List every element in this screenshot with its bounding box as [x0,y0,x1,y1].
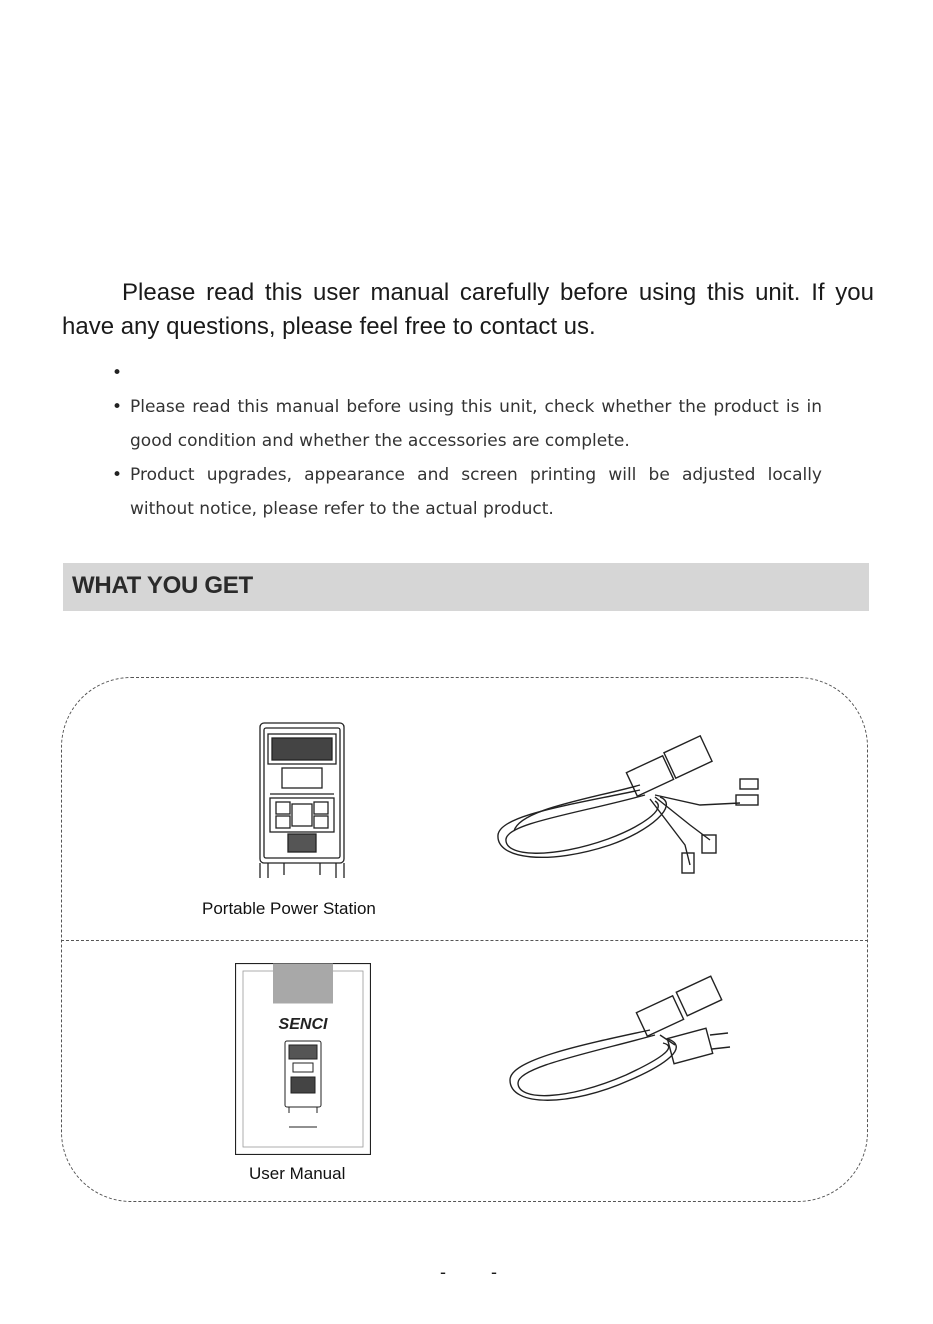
intro-paragraph: Please read this user manual carefully before using this unit. If you have any questions, please feel free to contact us. [62,279,874,340]
user-manual-image [235,963,371,1155]
section-title: WHAT YOU GET [72,572,253,599]
notice-list [112,356,822,526]
package-divider [61,940,868,941]
solar-cable-image [490,735,780,880]
notice-item: • Product upgrades, appearance and screen printing will be adjusted locally without notice, please refer to the actual product. [112,458,822,526]
notice-item [112,356,822,390]
notice-item: • Please read this manual before using this unit, check whether the product is in good condition and whether the accessories are complete. [112,390,822,458]
ac-cable-image [500,975,740,1115]
user-manual-caption: User Manual [249,1164,346,1183]
manual-brand-logo: SENCI [278,1016,328,1033]
power-station-image [254,720,350,880]
page-number: - - [440,1262,517,1282]
section-header [63,563,869,611]
power-station-caption: Portable Power Station [202,899,376,918]
